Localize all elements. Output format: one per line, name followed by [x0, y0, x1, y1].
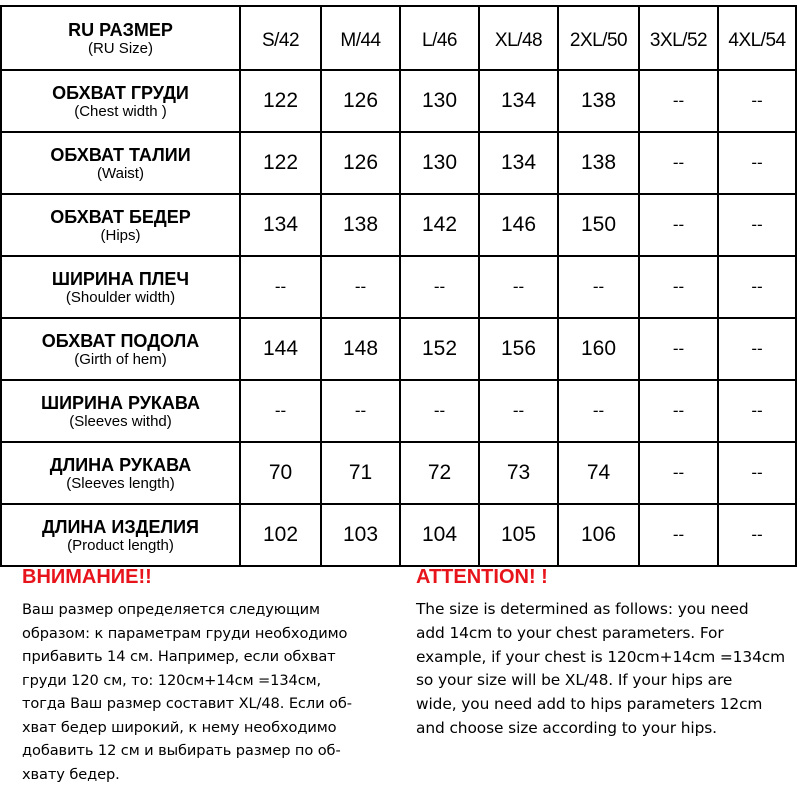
table-cell: 156: [479, 318, 558, 380]
table-cell: --: [558, 256, 639, 318]
table-cell: 71: [321, 442, 400, 504]
measurement-label: [1, 442, 240, 504]
measurement-label-ru: ДЛИНА ИЗДЕЛИЯ: [42, 516, 199, 537]
table-cell: --: [558, 380, 639, 442]
attention-note-en: [416, 562, 800, 741]
measurement-label: [1, 256, 240, 318]
measurement-label-ru: ОБХВАТ БЕДЕР: [50, 206, 191, 227]
table-row: [1, 256, 796, 318]
table-cell: --: [639, 70, 718, 132]
measurement-label-ru: ШИРИНА ПЛЕЧ: [51, 268, 190, 289]
table-cell: 126: [321, 132, 400, 194]
size-column-header: 4XL/54: [718, 6, 796, 70]
attention-title-en: ATTENTION! !: [416, 566, 548, 588]
table-cell: 142: [400, 194, 479, 256]
table-cell: --: [718, 442, 796, 504]
measurement-label: [1, 194, 240, 256]
measurement-label-en: (Chest width ): [74, 102, 167, 120]
measurement-label: [1, 70, 240, 132]
attention-note-ru: [22, 562, 412, 786]
measurement-label-ru: ШИРИНА РУКАВА: [40, 392, 201, 413]
table-row: [1, 318, 796, 380]
table-cell: --: [639, 132, 718, 194]
size-column-header: S/42: [240, 6, 321, 70]
table-cell: --: [321, 256, 400, 318]
notes-section: [0, 562, 800, 800]
table-cell: 130: [400, 132, 479, 194]
table-cell: 144: [240, 318, 321, 380]
table-row: [1, 442, 796, 504]
table-cell: --: [718, 318, 796, 380]
ru-size-header-ru: RU РАЗМЕР: [68, 19, 173, 40]
table-cell: 160: [558, 318, 639, 380]
measurement-label-en: (Sleeves length): [66, 474, 175, 492]
table-cell: --: [400, 380, 479, 442]
size-column-header: M/44: [321, 6, 400, 70]
table-cell: --: [718, 380, 796, 442]
table-cell: --: [639, 318, 718, 380]
table-cell: --: [240, 256, 321, 318]
size-column-header: 2XL/50: [558, 6, 639, 70]
size-header-row: [1, 6, 796, 70]
table-cell: 73: [479, 442, 558, 504]
table-cell: --: [479, 380, 558, 442]
measurement-label-ru: ОБХВАТ ПОДОЛА: [41, 330, 200, 351]
table-cell: 148: [321, 318, 400, 380]
table-cell: 126: [321, 70, 400, 132]
table-cell: 103: [321, 504, 400, 566]
table-cell: 150: [558, 194, 639, 256]
measurement-label: [1, 380, 240, 442]
size-column-header: XL/48: [479, 6, 558, 70]
measurement-label-ru: ОБХВАТ ГРУДИ: [52, 82, 189, 103]
table-cell: 70: [240, 442, 321, 504]
table-cell: --: [718, 132, 796, 194]
measurement-label: [1, 318, 240, 380]
measurement-label-en: (Girth of hem): [74, 350, 167, 368]
table-cell: 134: [479, 132, 558, 194]
attention-text-en: The size is determined as follows: you need add 14cm to your chest parameters. For example, if your chest is 120cm+14cm =134cm so your size will be XL/48. If your hips are wide, you need add to hips parameters 12cm and choose size according to your hips.: [416, 600, 786, 737]
table-cell: --: [718, 70, 796, 132]
measurement-label-en: (Hips): [100, 226, 141, 244]
attention-title-ru: ВНИМАНИЕ!!: [22, 566, 152, 588]
table-cell: --: [479, 256, 558, 318]
measurement-label-en: (Sleeves withd): [69, 412, 172, 430]
measurement-label-en: (Shoulder width): [65, 288, 176, 306]
table-cell: 134: [240, 194, 321, 256]
table-row: [1, 194, 796, 256]
table-cell: --: [639, 380, 718, 442]
table-cell: 138: [558, 132, 639, 194]
measurement-label-en: (Waist): [97, 164, 144, 182]
table-cell: 138: [558, 70, 639, 132]
table-cell: --: [400, 256, 479, 318]
ru-size-header: [1, 6, 240, 70]
table-cell: 146: [479, 194, 558, 256]
table-row: [1, 70, 796, 132]
table-cell: 122: [240, 70, 321, 132]
ru-size-header-en: (RU Size): [87, 39, 153, 57]
table-cell: --: [639, 256, 718, 318]
measurement-label: [1, 504, 240, 566]
measurement-label-en: (Product length): [67, 536, 174, 554]
table-row: [1, 504, 796, 566]
table-row: [1, 132, 796, 194]
measurement-label-ru: ОБХВАТ ТАЛИИ: [50, 144, 191, 165]
table-cell: 102: [240, 504, 321, 566]
table-cell: 138: [321, 194, 400, 256]
table-cell: 134: [479, 70, 558, 132]
table-cell: --: [718, 194, 796, 256]
table-cell: --: [639, 194, 718, 256]
table-cell: 72: [400, 442, 479, 504]
table-cell: --: [639, 504, 718, 566]
table-cell: 122: [240, 132, 321, 194]
table-cell: 152: [400, 318, 479, 380]
table-cell: 130: [400, 70, 479, 132]
table-cell: 74: [558, 442, 639, 504]
size-column-header: 3XL/52: [639, 6, 718, 70]
table-cell: --: [639, 442, 718, 504]
table-cell: --: [718, 504, 796, 566]
table-row: [1, 380, 796, 442]
table-cell: --: [718, 256, 796, 318]
attention-text-ru: Ваш размер определяется следующим образом: к параметрам груди необходимо прибавить 14 см. Например, если обхват груди 120 см, то: 120см+14см =134см, тогда Ваш размер составит XL/48. Если об- хват бедер широкий, к нему необходимо добавить 12 см и выбирать размер по об- хвату бедер.: [22, 601, 352, 783]
table-cell: --: [321, 380, 400, 442]
size-chart-table: [0, 5, 797, 567]
measurement-label: [1, 132, 240, 194]
measurement-label-ru: ДЛИНА РУКАВА: [49, 454, 192, 475]
table-cell: 106: [558, 504, 639, 566]
table-cell: --: [240, 380, 321, 442]
table-cell: 104: [400, 504, 479, 566]
size-column-header: L/46: [400, 6, 479, 70]
table-cell: 105: [479, 504, 558, 566]
